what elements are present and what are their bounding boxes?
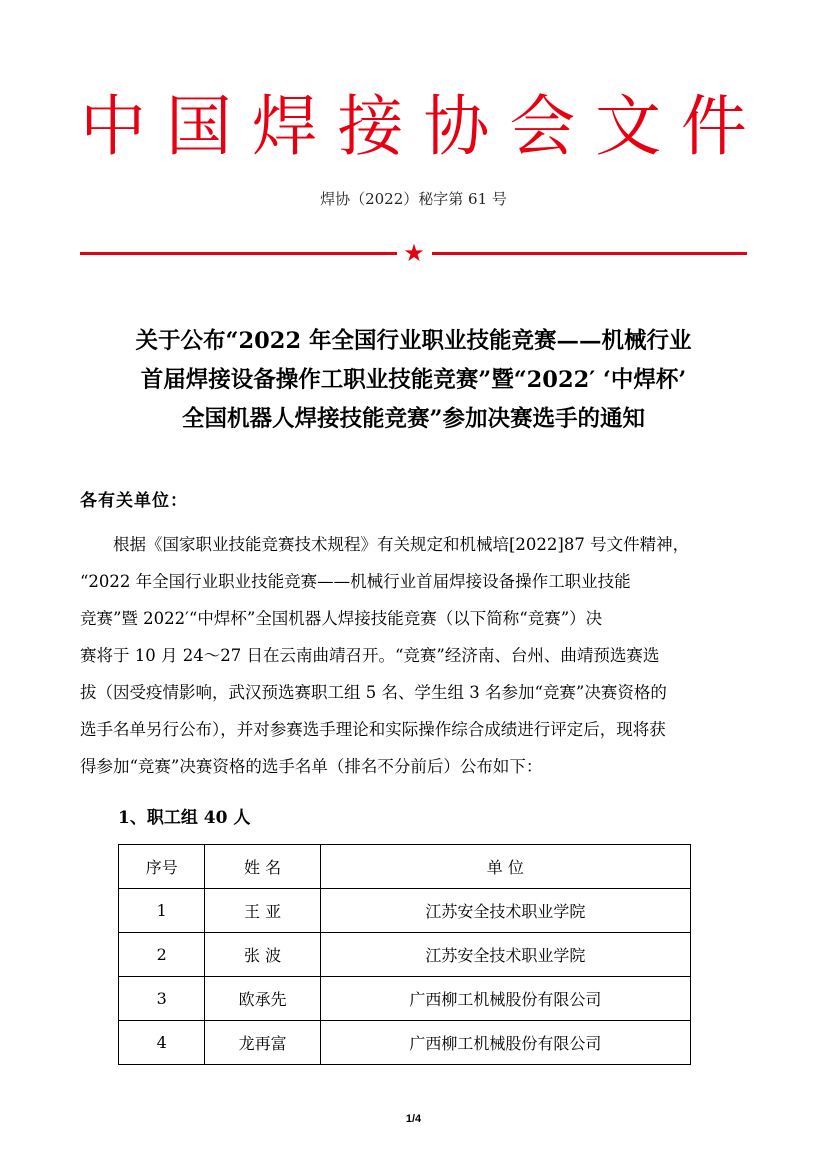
header-divider <box>80 239 747 267</box>
cell-number: 2 <box>119 933 205 977</box>
table-row <box>119 977 691 1021</box>
cell-unit: 广西柳工机械股份有限公司 <box>320 977 690 1021</box>
cell-number: 4 <box>119 1021 205 1065</box>
page-number: 1/4 <box>405 1113 422 1125</box>
header-title-char: 文 <box>595 88 662 165</box>
cell-number: 3 <box>119 977 205 1021</box>
participant-table <box>118 844 691 1065</box>
body-line: 根据《国家职业技能竞赛技术规程》有关规定和机械培[2022]87 号文件精神， <box>80 535 690 554</box>
table-header-row <box>119 845 691 889</box>
cell-name: 龙再富 <box>205 1021 320 1065</box>
header-title-char: 件 <box>680 88 747 165</box>
cell-number: 1 <box>119 889 205 933</box>
body-paragraph <box>80 526 750 785</box>
salutation: 各有关单位： <box>80 491 188 511</box>
document-header-title <box>80 82 747 172</box>
body-line: “2022 年全国行业职业技能竞赛——机械行业首届焊接设备操作工职业技能 <box>80 572 631 591</box>
divider-line-right <box>432 252 747 255</box>
notice-title-line: 全国机器人焊接技能竞赛”参加决赛选手的通知 <box>182 406 645 432</box>
section-heading: 1、职工组 40 人 <box>118 808 251 828</box>
divider-line-left <box>80 252 397 255</box>
body-line: 赛将于 10 月 24～27 日在云南曲靖召开。“竞赛”经济南、台州、曲靖预选赛选 <box>80 646 660 665</box>
body-line: 竞赛”暨 2022′“中焊杯”全国机器人焊接技能竞赛（以下简称“竞赛”）决 <box>80 609 603 628</box>
body-line: 拔（因受疫情影响，武汉预选赛职工组 5 名、学生组 3 名参加“竞赛”决赛资格的 <box>80 683 667 702</box>
star-icon: ★ <box>403 239 425 267</box>
header-title-char: 国 <box>165 88 232 165</box>
cell-unit: 江苏安全技术职业学院 <box>320 933 690 977</box>
table-row <box>119 933 691 977</box>
notice-title <box>60 322 767 439</box>
notice-title-line: 首届焊接设备操作工职业技能竞赛”暨“2022′ ‘中焊杯’ <box>140 367 687 393</box>
body-line: 得参加“竞赛”决赛资格的选手名单（排名不分前后）公布如下： <box>80 757 543 776</box>
table-row <box>119 1021 691 1065</box>
header-cell-name: 姓 名 <box>205 845 320 889</box>
cell-name: 欧承先 <box>205 977 320 1021</box>
cell-name: 王 亚 <box>205 889 320 933</box>
header-title-char: 接 <box>337 88 404 165</box>
header-cell-unit: 单 位 <box>320 845 690 889</box>
body-line: 选手名单另行公布），并对参赛选手理论和实际操作综合成绩进行评定后，现将获 <box>80 720 666 739</box>
cell-name: 张 波 <box>205 933 320 977</box>
document-number: 焊协（2022）秘字第 61 号 <box>320 190 507 208</box>
cell-unit: 江苏安全技术职业学院 <box>320 889 690 933</box>
header-title-char: 会 <box>509 88 576 165</box>
header-cell-number: 序号 <box>119 845 205 889</box>
header-title-char: 协 <box>423 88 490 165</box>
header-title-char: 中 <box>80 88 146 165</box>
cell-unit: 广西柳工机械股份有限公司 <box>320 1021 690 1065</box>
table-row <box>119 889 691 933</box>
notice-title-line: 关于公布“2022 年全国行业职业技能竞赛——机械行业 <box>135 328 692 354</box>
header-title-char: 焊 <box>251 88 318 165</box>
